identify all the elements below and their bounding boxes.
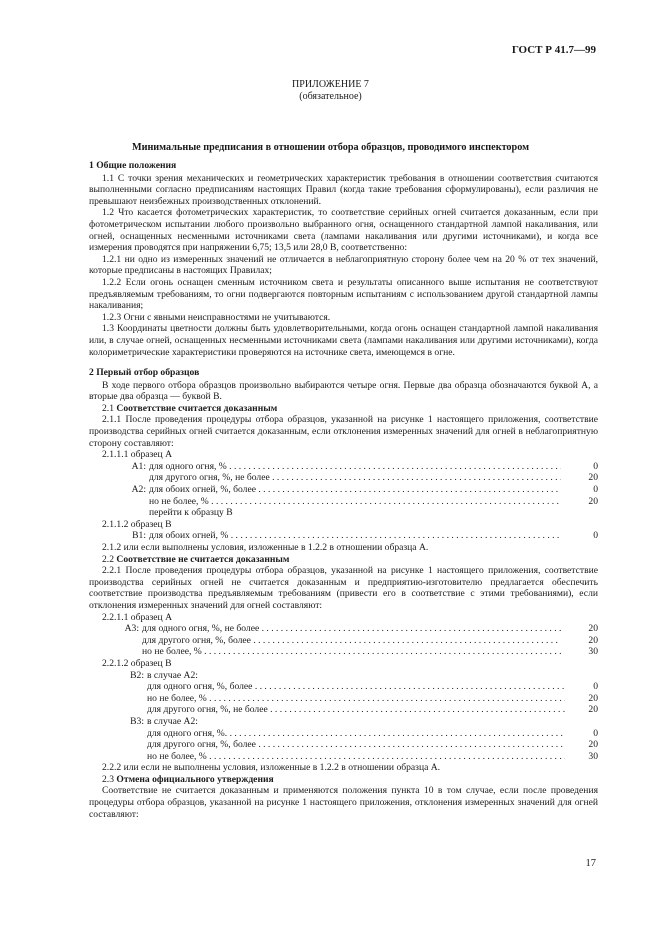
page-number: 17: [585, 858, 596, 869]
criteria-row: но не более, % . . . 20: [89, 496, 598, 508]
criteria-row: А2: для обоих огней, %, более . . . 0: [89, 484, 598, 496]
paragraph-1-2-3: 1.2.3 Огни с явными неисправностями не учитываются.: [102, 311, 331, 323]
criteria-row: но не более, % . . . 30: [89, 751, 598, 763]
appendix-subtitle: (обязательное): [299, 91, 362, 102]
paragraph-1-3: 1.3 Координаты цветности должны быть удовлетворительными, когда огонь оснащен стандартной лампой накаливания или, в случае огней, оснащенных несменными источниками света (лампами накаливания или другими источниками), когда колориметрические характеристики проверяются на источнике света, имеющемся в огне.: [89, 323, 598, 358]
paragraph-1-2-1: 1.2.1 ни одно из измеренных значений не отличается в неблагоприятную сторону более чем на 20 % от тех значений, которые предписаны в настоящих Правилах;: [89, 253, 598, 277]
subsection-2-1-heading: 2.1 Соответствие считается доказанным: [102, 402, 278, 414]
paragraph-2-2-2: 2.2.2 или если не выполнены условия, изложенные в 1.2.2 в отношении образца А.: [102, 762, 441, 774]
criteria-row: для другого огня, %, не более . . . 20: [89, 704, 598, 716]
appendix-heading: [0, 79, 661, 103]
paragraph-2-1-1-2: 2.1.1.2 образец В: [102, 518, 172, 530]
subsection-2-3-heading: 2.3 Отмена официального утверждения: [102, 773, 274, 785]
criteria-row: для одного огня, %, более . . . 0: [89, 681, 598, 693]
criteria-row: для другого огня, %, более . . . 20: [89, 739, 598, 751]
section-1-heading: 1 Общие положения: [89, 160, 177, 171]
document-title: Минимальные предписания в отношении отбора образцов, проводимого инспектором: [131, 142, 530, 153]
criteria-row: А3: для одного огня, %, не более . . . 20: [89, 623, 598, 635]
criteria-row: В1: для обоих огней, % . . . 0: [89, 530, 598, 542]
paragraph-2-1-1: 2.1.1 После проведения процедуры отбора образцов, указанной на рисунке 1 настоящего приложения, соответствие производства серийных огней считается доказанным, если отклонения измеренных значений для огней в неблагоприятную сторону составляют:: [89, 414, 598, 449]
paragraph-2-1-1-1: 2.1.1.1 образец А: [102, 449, 173, 461]
paragraph-2-2-1-2: 2.2.1.2 образец В: [102, 657, 172, 669]
criteria-row: А1: для одного огня, % . . . 0: [89, 461, 598, 473]
section-2-intro: В ходе первого отбора образцов произвольно выбираются четыре огня. Первые два образца обозначаются буквой А, а вторые два образца — буквой В.: [89, 379, 598, 403]
paragraph-1-2: 1.2 Что касается фотометрических характеристик, то соответствие серийных огней считается доказанным, если при фотометрическом испытании любого произвольно выбранного огня, оснащенного стандартной лампой накаливания, или огней, оснащенных несменными источниками света (лампами накаливания или другими источниками), и когда все измерения проводятся при напряжении 6,75; 13,5 или 28,0 В, соответственно:: [89, 207, 598, 254]
criteria-row: но не более, % . . . 30: [89, 646, 598, 658]
criteria-row: но не более, % . . . 20: [89, 693, 598, 705]
criteria-row: для другого огня, %, не более . . . 20: [89, 472, 598, 484]
paragraph-2-2-1: 2.2.1 После проведения процедуры отбора образцов, указанной на рисунке 1 настоящего приложения, соответствие производства серийных огней не считается доказанным и предприятию-изготовителю предлагается обеспечить соответствие производства предъявляемым требованиям (привести его в соответствие с этими требованиями), если отклонения измеренных значений для огней составляют:: [89, 565, 598, 611]
paragraph-2-3: Соответствие не считается доказанным и применяются положения пункта 10 в том случае, если после проведения процедуры отбора образцов, указанной на рисунке 1 настоящего приложения, отклонения измеренных значений для огней составляют:: [89, 785, 598, 820]
paragraph-2-1-2: 2.1.2 или если выполнены условия, изложенные в 1.2.2 в отношении образца А.: [102, 542, 429, 553]
document-body: [89, 160, 598, 820]
criteria-row: перейти к образцу В: [149, 507, 233, 519]
paragraph-1-1: 1.1 С точки зрения механических и геометрических характеристик требования в отношении соответствия считаются выполненными согласно предписаниям настоящих Правил (когда такие требования сформулированы), если различия не превышают неизбежных производственных отклонений.: [89, 172, 598, 207]
criteria-row: для другого огня, %, более . . . 20: [89, 635, 598, 647]
paragraph-2-2-1-1: 2.2.1.1 образец А: [102, 611, 173, 623]
criteria-row: В2: в случае А2:: [130, 669, 198, 681]
subsection-2-2-heading: 2.2 Соответствие не считается доказанным: [102, 553, 290, 565]
paragraph-1-2-2: 1.2.2 Если огонь оснащен сменным источником света и результаты описанного выше испытания не соответствуют предъявляемым требованиям, то огни подвергаются повторным испытаниям с использованием другой стандартной лампы накаливания;: [89, 276, 598, 312]
criteria-row: для одного огня, %. . . . 0: [89, 728, 598, 740]
appendix-title: ПРИЛОЖЕНИЕ 7: [292, 79, 369, 90]
criteria-row: В3: в случае А2:: [130, 715, 198, 727]
section-2-heading: 2 Первый отбор образцов: [89, 367, 200, 379]
standard-code-header: ГОСТ Р 41.7—99: [511, 44, 596, 56]
